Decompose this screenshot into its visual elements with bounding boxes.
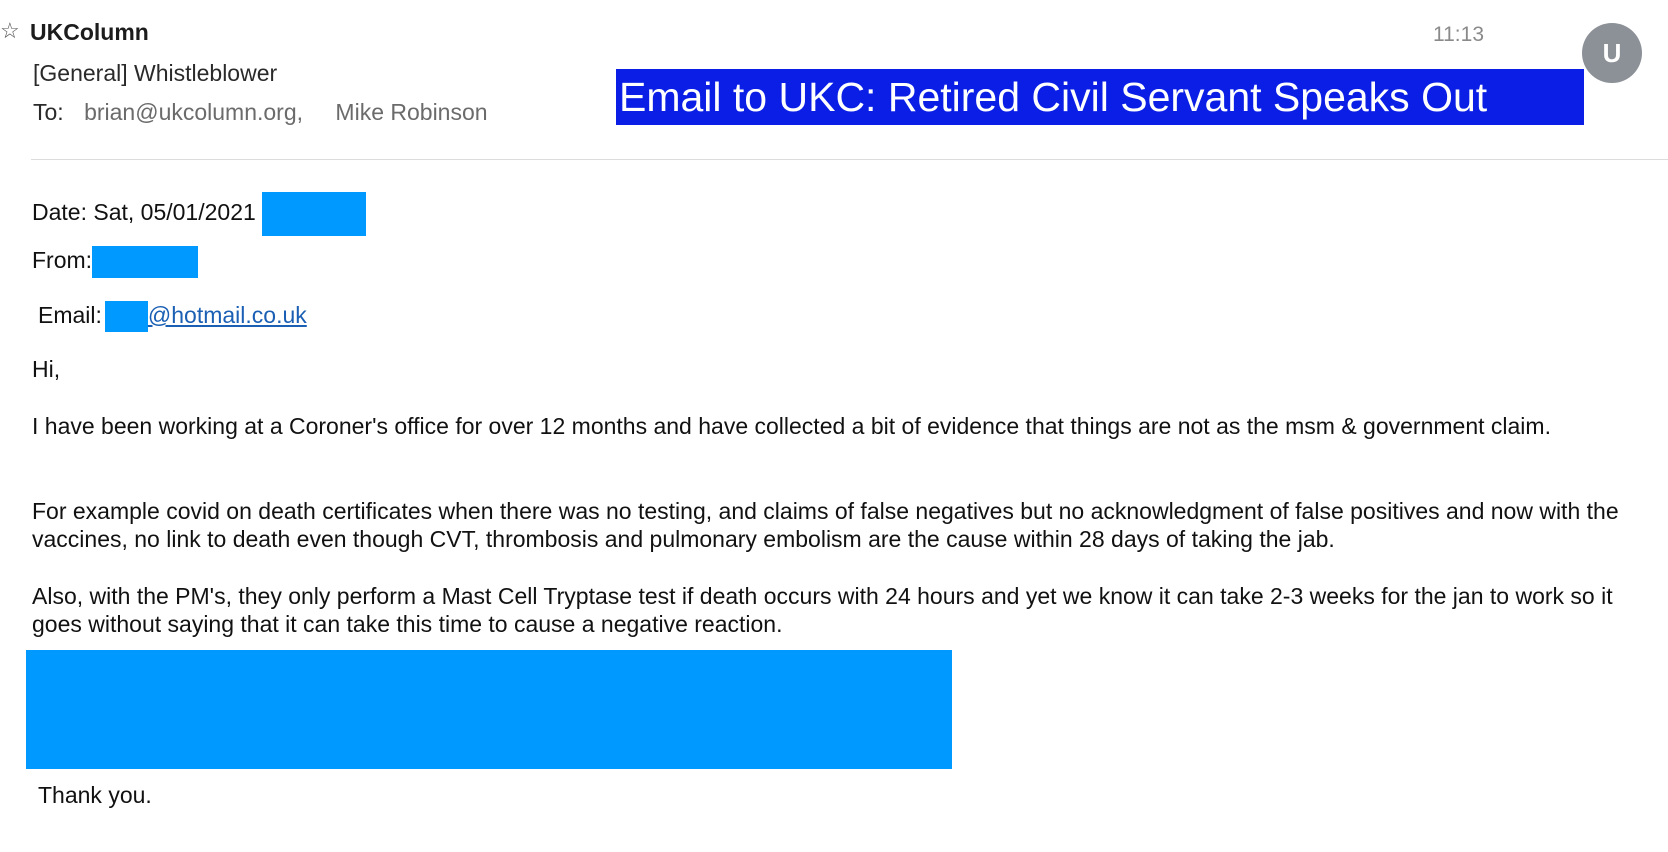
redaction-block <box>26 650 952 769</box>
to-label: To: <box>33 99 64 125</box>
email-line <box>38 301 307 332</box>
star-icon[interactable]: ☆ <box>0 18 20 43</box>
received-time: 11:13 <box>1433 23 1484 46</box>
date-line <box>32 192 366 236</box>
title-banner: Email to UKC: Retired Civil Servant Speaks Out <box>616 69 1584 125</box>
greeting: Hi, <box>32 356 61 382</box>
email-label: Email: <box>38 302 102 328</box>
from-label: From: <box>32 247 93 274</box>
avatar[interactable] <box>1582 23 1642 83</box>
sender-email-link[interactable]: @hotmail.co.uk <box>147 302 307 328</box>
sender-name: UKColumn <box>30 19 149 45</box>
redaction-box <box>105 301 148 332</box>
signoff: Thank you. <box>38 782 152 808</box>
recipients-row <box>33 98 488 126</box>
avatar-initial: U <box>1602 37 1622 68</box>
email-subject: [General] Whistleblower <box>33 60 278 86</box>
redaction-box <box>92 246 198 278</box>
recipient-brian[interactable]: brian@ukcolumn.org, <box>84 99 304 125</box>
date-label: Date: Sat, 05/01/2021 <box>32 199 256 226</box>
header-divider <box>31 159 1668 160</box>
redaction-box <box>262 192 366 236</box>
recipient-mike-robinson[interactable]: Mike Robinson <box>335 99 488 125</box>
paragraph-coroner-office: I have been working at a Coroner's office for over 12 months and have collected a bit of evidence that things are not as the msm & government claim. <box>32 413 1551 439</box>
paragraph-tryptase-test: Also, with the PM's, they only perform a Mast Cell Tryptase test if death occurs with 24 hours and yet we know it can take 2-3 weeks for the jan to work so it goes without saying that it can take this time to cause a negative reaction. <box>32 583 1613 637</box>
paragraph-death-certificates: For example covid on death certificates when there was no testing, and claims of false negatives but no acknowledgment of false positives and now with the vaccines, no link to death even though CVT, thrombosis and pulmonary embolism are the cause within 28 days of taking the jab. <box>32 498 1619 552</box>
from-line <box>32 246 198 278</box>
